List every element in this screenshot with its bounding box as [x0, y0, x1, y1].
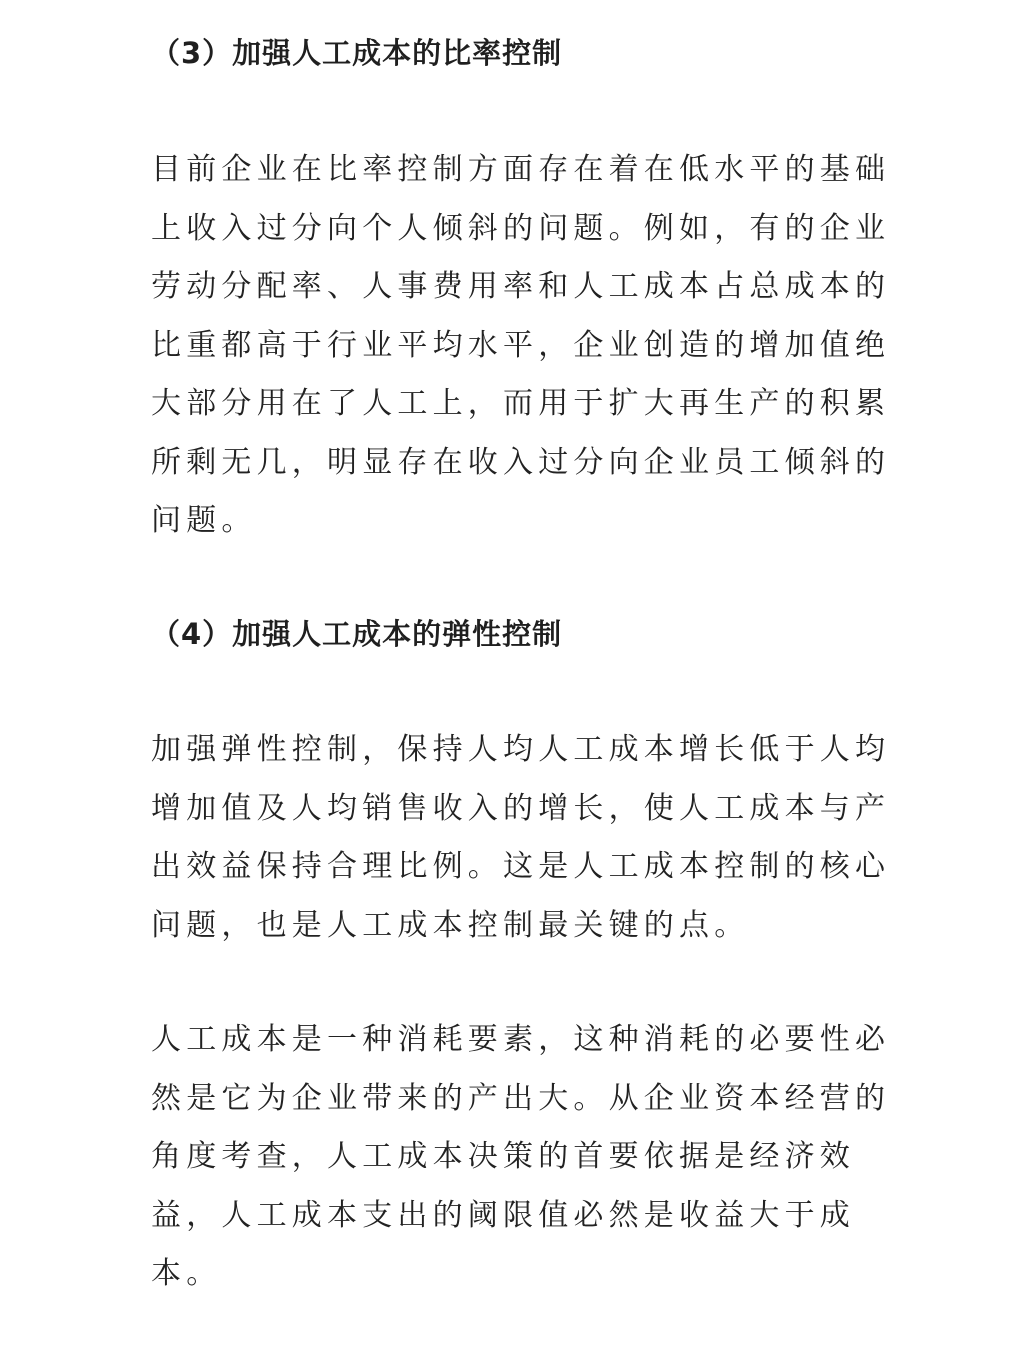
text-line: 人工成本是一种消耗要素，这种消耗的必要性必: [151, 1022, 891, 1057]
text-line: 劳动分配率、人事费用率和人工成本占总成本的: [151, 269, 891, 304]
paragraph-labor-cost-consumption: [151, 1011, 891, 1304]
text-line: 目前企业在比率控制方面存在着在低水平的基础: [151, 152, 891, 187]
text-line: 问题，也是人工成本控制最关键的点。: [151, 907, 750, 943]
text-line: 角度考查，人工成本决策的首要依据是经济效: [151, 1139, 855, 1174]
text-line: 出效益保持合理比例。这是人工成本控制的核心: [151, 849, 891, 884]
text-line: 大部分用在了人工上，而用于扩大再生产的积累: [151, 386, 891, 421]
text-line: 本。: [151, 1256, 222, 1291]
text-line: 所剩无几，明显存在收入过分向企业员工倾斜的: [151, 444, 891, 480]
text-line: 比重都高于行业平均水平，企业创造的增加值绝: [151, 327, 891, 363]
text-line: 上收入过分向个人倾斜的问题。例如，有的企业: [151, 210, 891, 246]
section-heading-4: （4）加强人工成本的弹性控制: [151, 617, 563, 651]
text-line: 益，人工成本支出的阈限值必然是收益大于成: [151, 1197, 855, 1233]
text-line: 增加值及人均销售收入的增长，使人工成本与产: [151, 790, 891, 826]
text-line: 然是它为企业带来的产出大。从企业资本经营的: [151, 1080, 891, 1116]
text-line: 问题。: [151, 503, 257, 538]
paragraph-elasticity-control: [151, 721, 891, 955]
text-line: 加强弹性控制，保持人均人工成本增长低于人均: [151, 732, 891, 767]
paragraph-ratio-control: [151, 141, 891, 551]
section-heading-3: （3）加强人工成本的比率控制: [151, 36, 563, 70]
